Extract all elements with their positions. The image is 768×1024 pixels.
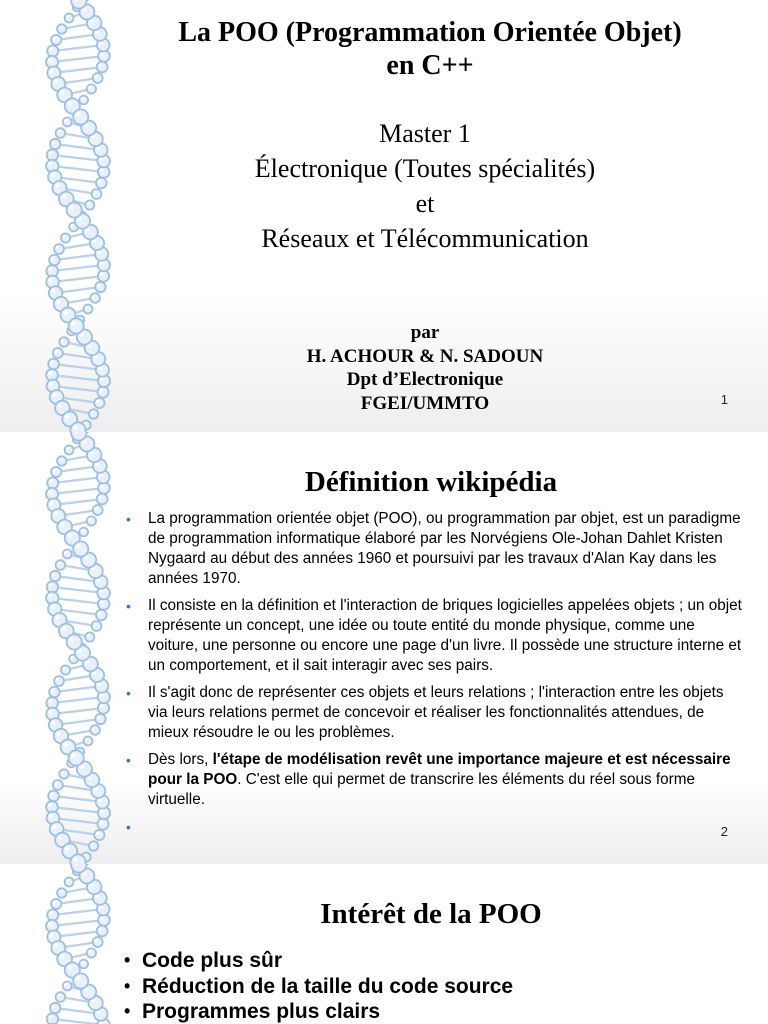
- subtitle-line: Master 1: [379, 119, 471, 148]
- title-line-2: en C++: [386, 50, 474, 81]
- page-number: 1: [720, 392, 728, 407]
- list-item: [126, 596, 746, 676]
- title-line-1: La POO (Programmation Orientée Objet): [178, 17, 682, 48]
- list-item: [126, 683, 746, 743]
- bullet-list: [124, 948, 513, 1024]
- author-line: H. ACHOUR & N. SADOUN: [306, 345, 544, 367]
- list-item: [124, 999, 513, 1024]
- list-item-text: Il consiste en la définition et l'interaction de briques logicielles appelées objets ; un objet représente un concept, une idée ou toute entité du monde physique, comme une voiture, une personne ou encore une page d'un livre. Il possède une structure interne et un comportement, et il sait interagir avec ses pairs.: [148, 597, 742, 674]
- list-item-text: Code plus sûr: [142, 949, 283, 972]
- slide-interest: [0, 864, 768, 1024]
- bullet-icon: •: [126, 598, 131, 614]
- author-line: FGEI/UMMTO: [360, 392, 490, 414]
- emphasis-text: l'étape de modélisation revêt une importance majeure et est nécessaire pour la POO: [148, 751, 731, 788]
- list-item-text: . C'est elle qui permet de transcrire les éléments du réel sous forme virtuelle.: [148, 771, 696, 808]
- slide-heading: Définition wikipédia: [304, 466, 558, 498]
- list-item: [124, 974, 513, 1000]
- page-number: 2: [720, 824, 728, 839]
- slide-title: [0, 0, 768, 432]
- list-item-text: Réduction de la taille du code source: [142, 974, 514, 998]
- slide-definition: [0, 432, 768, 864]
- presentation-title: [100, 16, 760, 82]
- bullet-icon: •: [124, 975, 131, 996]
- bullet-list: [126, 509, 746, 842]
- bullet-icon: •: [126, 511, 131, 527]
- list-item: [126, 509, 746, 589]
- subtitle-block: [100, 116, 750, 256]
- dna-helix-icon: [0, 864, 130, 1024]
- author-line: par: [410, 322, 440, 343]
- list-item: [126, 750, 746, 810]
- bullet-icon: •: [124, 950, 131, 970]
- list-item-text: Il s'agit donc de représenter ces objets et leurs relations ; l'interaction entre les objets via leurs relations permet de concevoir et réaliser les fonctionnalités attendues, de mieux résoudre le ou les problèmes.: [148, 684, 724, 741]
- bullet-icon: •: [126, 819, 131, 835]
- author-block: [100, 321, 750, 415]
- list-item-empty: [126, 817, 746, 835]
- bullet-icon: •: [124, 1001, 131, 1021]
- slide-heading: Intérêt de la POO: [320, 898, 542, 930]
- bullet-icon: •: [126, 752, 131, 768]
- author-line: Dpt d’Electronique: [346, 369, 504, 390]
- bullet-icon: •: [126, 685, 131, 701]
- subtitle-line: et: [415, 189, 435, 218]
- list-item-text: La programmation orientée objet (POO), ou programmation par objet, est un paradigme de programmation informatique élaboré par les Norvégiens Ole-Johan Dahlet Kristen Nygaard au début des années 1960 et poursuivi par les travaux d'Alan Kay dans les années 1970.: [148, 510, 741, 587]
- list-item: [124, 948, 513, 974]
- list-item-text: Dès lors,: [148, 751, 213, 768]
- subtitle-line: Réseaux et Télécommunication: [261, 224, 589, 253]
- list-item-text: Programmes plus clairs: [142, 1000, 381, 1023]
- subtitle-line: Électronique (Toutes spécialités): [254, 154, 596, 183]
